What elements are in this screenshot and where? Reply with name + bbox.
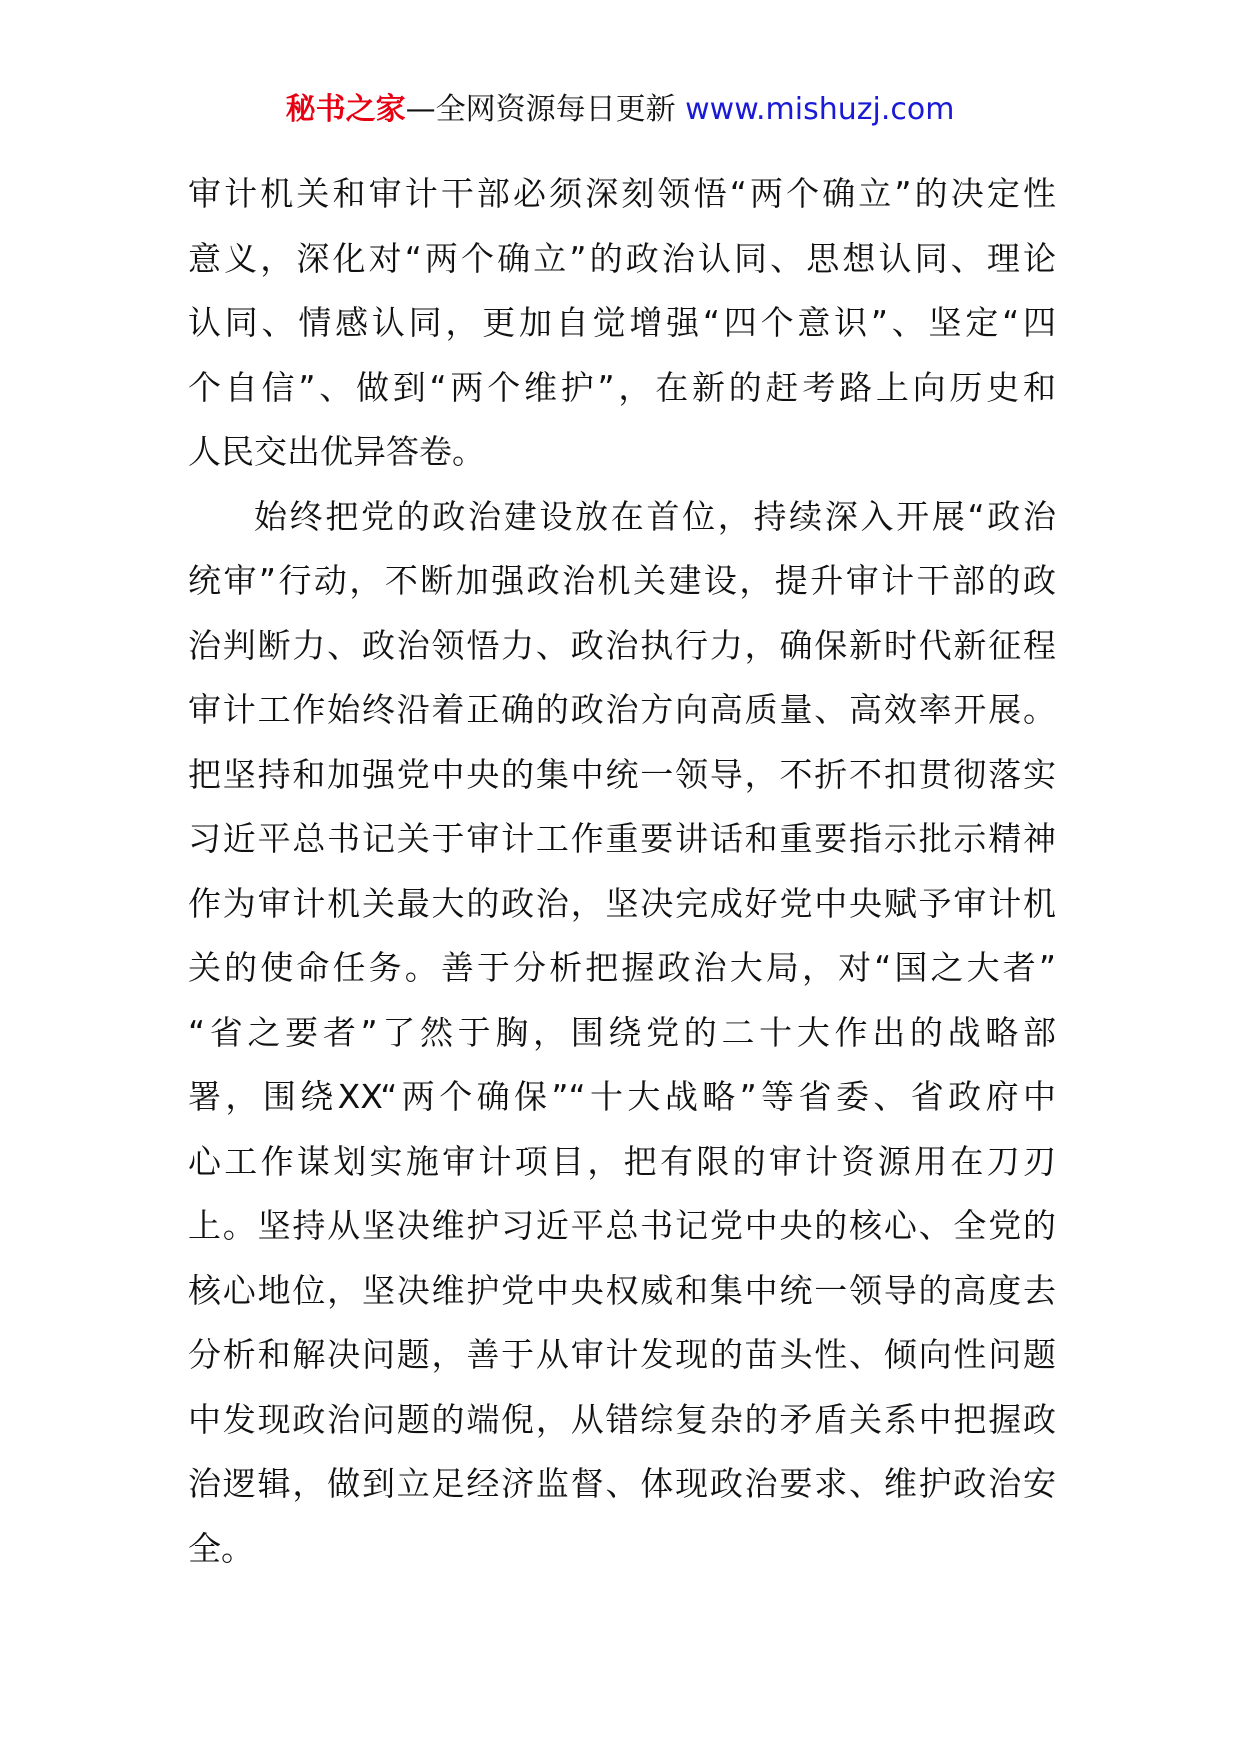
brand-name: 秘书之家 <box>285 92 406 127</box>
text-line: 上。坚持从坚决维护习近平总书记党中央的核心、全党的 <box>188 1206 1056 1245</box>
site-url-link[interactable]: www.mishuzj.com <box>685 92 955 127</box>
text-line: 人民交出优异答卷。 <box>188 432 485 471</box>
text-line: 中发现政治问题的端倪，从错综复杂的矛盾关系中把握政 <box>188 1399 1056 1439</box>
text-line: 审计机关和审计干部必须深刻领悟“两个确立”的决定性 <box>188 174 1056 213</box>
text-line: “省之要者”了然于胸，围绕党的二十大作出的战略部 <box>188 1012 1056 1052</box>
text-line: 审计工作始终沿着正确的政治方向高质量、高效率开展。 <box>188 690 1056 729</box>
document-body <box>188 162 1056 1581</box>
text-line: 把坚持和加强党中央的集中统一领导，不折不扣贯彻落实 <box>188 754 1056 794</box>
text-line: 个自信”、做到“两个维护”，在新的赶考路上向历史和 <box>188 367 1056 407</box>
site-header <box>0 88 1240 132</box>
text-line: 作为审计机关最大的政治，坚决完成好党中央赋予审计机 <box>188 883 1056 923</box>
text-line: 认同、情感认同，更加自觉增强“四个意识”、坚定“四 <box>188 303 1056 342</box>
text-line: 分析和解决问题，善于从审计发现的苗头性、倾向性问题 <box>188 1335 1056 1374</box>
text-line: 习近平总书记关于审计工作重要讲话和重要指示批示精神 <box>188 819 1056 858</box>
text-line: 始终把党的政治建设放在首位，持续深入开展“政治 <box>254 496 1056 536</box>
text-line: 署，围绕XX“两个确保”“十大战略”等省委、省政府中 <box>188 1077 1056 1116</box>
text-line: 心工作谋划实施审计项目，把有限的审计资源用在刀刃 <box>188 1141 1056 1181</box>
text-line: 全。 <box>188 1528 254 1568</box>
header-tagline: —全网资源每日更新 <box>405 92 686 127</box>
text-line: 意义，深化对“两个确立”的政治认同、思想认同、理论 <box>188 238 1056 278</box>
text-line: 治判断力、政治领悟力、政治执行力，确保新时代新征程 <box>188 625 1056 665</box>
text-line: 关的使命任务。善于分析把握政治大局，对“国之大者” <box>188 948 1056 987</box>
text-line: 治逻辑，做到立足经济监督、体现政治要求、维护政治安 <box>188 1464 1056 1503</box>
text-line: 统审”行动，不断加强政治机关建设，提升审计干部的政 <box>188 561 1056 600</box>
text-line: 核心地位，坚决维护党中央权威和集中统一领导的高度去 <box>188 1270 1056 1310</box>
